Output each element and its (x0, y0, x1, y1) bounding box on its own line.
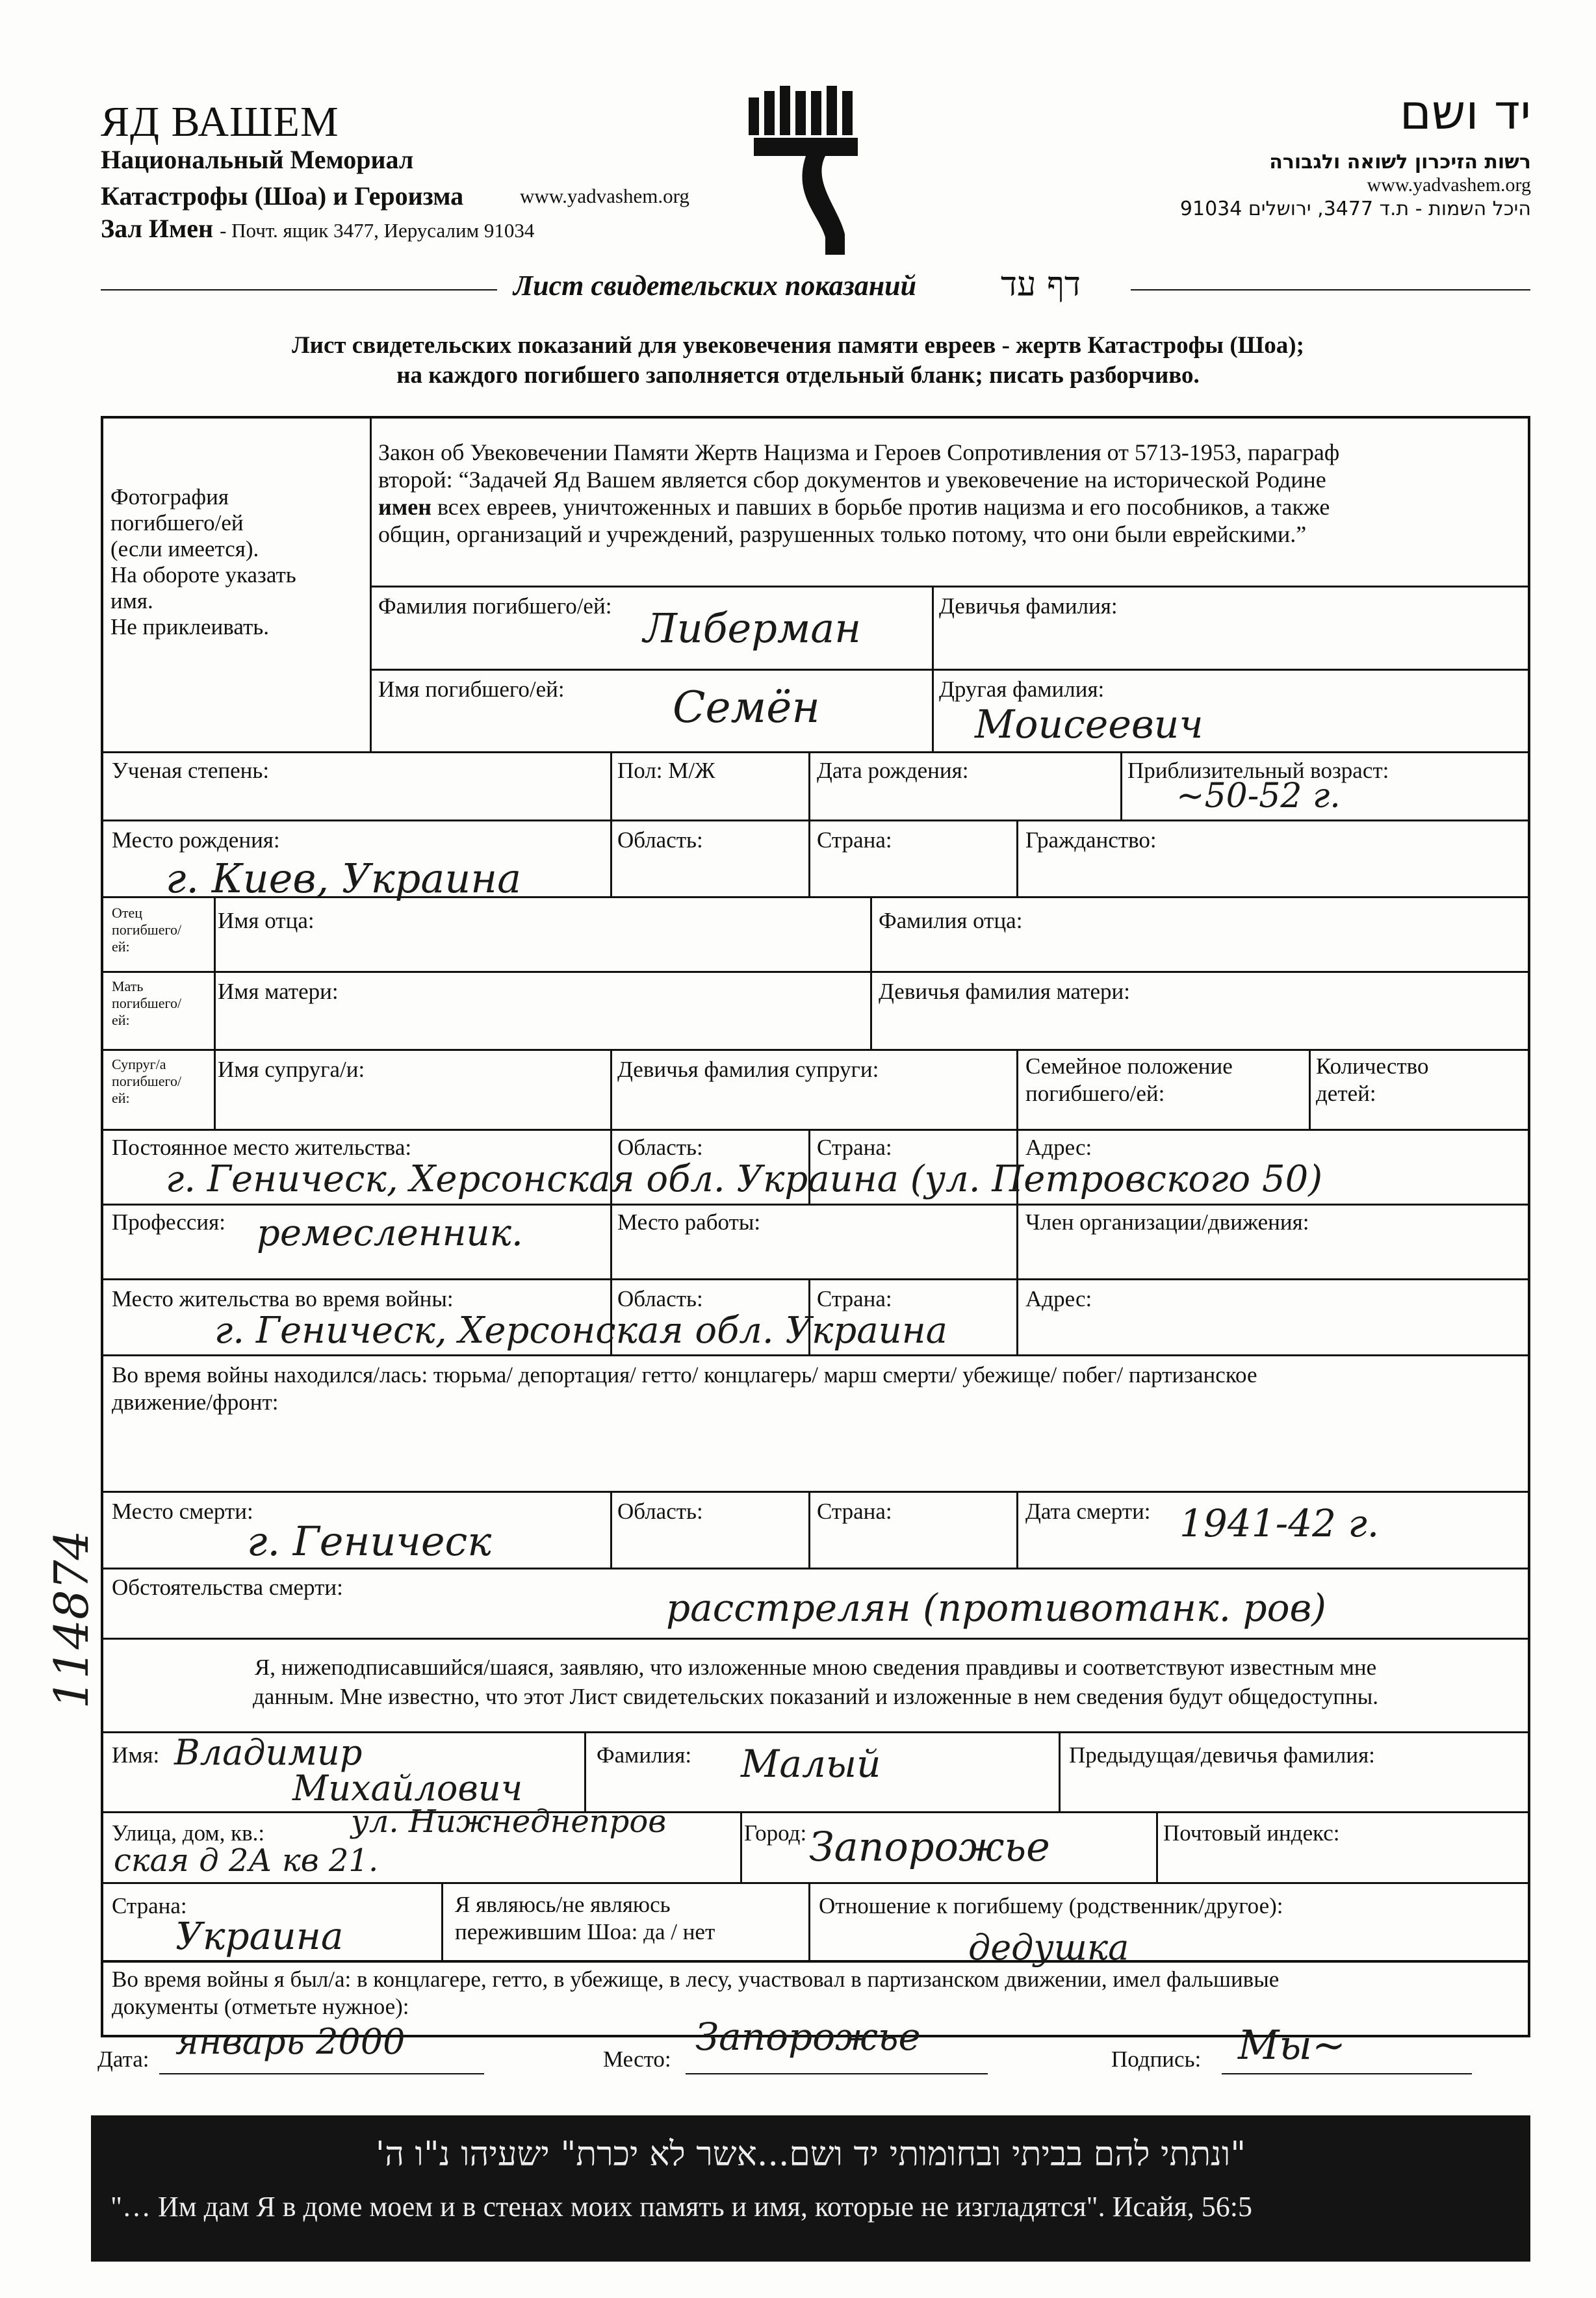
father-surname-label: Фамилия отца: (879, 908, 1023, 933)
death-region-label: Область: (617, 1499, 703, 1524)
surname-label: Фамилия погибшего/ей: (378, 593, 612, 619)
children-2: детей: (1316, 1081, 1376, 1106)
death-country-label: Страна: (817, 1499, 892, 1524)
residence-value[interactable]: г. Геническ, Херсонская обл. Украина (ул. Петровского 50) (166, 1158, 1323, 1200)
death-circ-label: Обстоятельства смерти: (112, 1575, 343, 1600)
maiden-label: Девичья фамилия: (939, 593, 1118, 619)
survivor-label (455, 1891, 715, 1946)
sex-label: Пол: М/Ж (617, 758, 715, 783)
law-line-4: общин, организаций и учреждений, разрушенных только потому, что они были еврейскими.” (378, 521, 1307, 547)
death-circ-value[interactable]: расстрелян (противотанк. ров) (666, 1586, 1326, 1630)
war-residence-label: Место жительства во время войны: (112, 1286, 454, 1311)
photo-line-5: имя. (110, 588, 153, 613)
heb-line-3: היכל השמות - ת.ד 3477, ירושלים 91034 (1179, 198, 1531, 220)
death-place-label: Место смерти: (112, 1499, 253, 1524)
residence-address-label: Адрес: (1025, 1135, 1092, 1160)
footer-russian: "… Им дам Я в доме моем и в стенах моих память и имя, которые не изгладятся". Исайя, 56:5 (110, 2191, 1252, 2223)
death-place-value[interactable]: г. Геническ (247, 1517, 492, 1565)
surname-value[interactable]: Либерман (643, 604, 862, 652)
war-residence-value[interactable]: г. Геническ, Херсонская обл. Украина (214, 1310, 947, 1352)
title-rule-right (1131, 289, 1530, 290)
spouse-side-2: погибшего/ (112, 1073, 182, 1089)
first-name-label: Имя погибшего/ей: (378, 677, 565, 702)
street-label: Улица, дом, кв.: (112, 1820, 265, 1846)
date-value[interactable]: январь 2000 (175, 2021, 405, 2062)
hall-line (101, 213, 534, 244)
birth-place-label: Место рождения: (112, 827, 280, 853)
war-address-label: Адрес: (1025, 1286, 1092, 1311)
street-value-1[interactable]: ул. Нижнеднепров (351, 1803, 667, 1840)
war-status-1: Во время войны находился/лась: тюрьма/ депортация/ гетто/ концлагерь/ марш смерти/ убежище/ побег/ партизанское (112, 1362, 1257, 1388)
survivor-2: пережившим Шоа: да / нет (455, 1919, 715, 1944)
residence-country-label: Страна: (817, 1135, 892, 1160)
family-status-2: погибшего/ей: (1025, 1081, 1165, 1106)
yad-vashem-logo (747, 84, 864, 260)
margin-number: 114874 (44, 1530, 99, 1709)
mother-side-2: погибшего/ (112, 995, 182, 1011)
residence-label: Постоянное место жительства: (112, 1135, 412, 1160)
approx-age-value[interactable]: ~50-52 г. (1176, 777, 1341, 816)
submitter-surname-value[interactable]: Малый (741, 1742, 881, 1786)
law-line-3-rest: всех евреев, уничтоженных и павших в борьбе против нацизма и его пособников, а также (431, 494, 1330, 520)
mother-side-1: Мать (112, 978, 144, 994)
birth-country-label: Страна: (817, 827, 892, 853)
declaration-line-2: данным. Мне известно, что этот Лист свидетельских показаний и изложенные в нем сведения будут общедоступны. (253, 1684, 1378, 1709)
mother-side (112, 978, 181, 1029)
city-value[interactable]: Запорожье (809, 1823, 1050, 1870)
birth-region-label: Область: (617, 827, 703, 853)
street-value-2[interactable]: ская д 2А кв 21. (114, 1842, 379, 1879)
war-country-label: Страна: (817, 1286, 892, 1311)
profession-value[interactable]: ремесленник. (257, 1212, 523, 1254)
title-rule-left (101, 289, 497, 290)
postal-label: Почтовый индекс: (1163, 1820, 1340, 1846)
place-value[interactable]: Запорожье (695, 2015, 921, 2059)
workplace-label: Место работы: (617, 1209, 761, 1235)
father-side-2: погибшего/ (112, 922, 182, 938)
org-website[interactable]: www.yadvashem.org (520, 185, 689, 207)
photo-line-2: погибшего/ей (110, 510, 244, 536)
signature-label: Подпись: (1111, 2046, 1202, 2072)
submitter-war-label (112, 1966, 1279, 2020)
other-surname-label: Другая фамилия: (939, 677, 1105, 702)
photo-line-4: На обороте указать (110, 562, 296, 587)
photo-line-3: (если имеется). (110, 536, 259, 562)
submitter-war-2: документы (отметьте нужное): (112, 1994, 409, 2019)
photo-line-1: Фотография (110, 484, 229, 510)
spouse-side (112, 1056, 181, 1107)
war-region-label: Область: (617, 1286, 703, 1311)
mother-name-label: Имя матери: (218, 979, 339, 1004)
submitter-surname-label: Фамилия: (597, 1742, 692, 1768)
father-side-3: ей: (112, 938, 130, 955)
children-1: Количество (1316, 1053, 1429, 1079)
relation-label: Отношение к погибшему (родственник/другое): (819, 1893, 1283, 1918)
heb-line-1: רשות הזיכרון לשואה ולגבורה (1269, 151, 1531, 174)
law-line-2: второй: “Задачей Яд Вашем является сбор документов и увековечение на исторической Родине (378, 467, 1326, 493)
intro-line-2: на каждого погибшего заполняется отдельный бланк; писать разборчиво. (396, 362, 1200, 389)
spouse-side-1: Супруг/а (112, 1056, 166, 1072)
law-bold-word: имен (378, 494, 431, 520)
footer-banner (91, 2115, 1530, 2262)
place-label: Место: (603, 2046, 671, 2072)
father-side-1: Отец (112, 905, 143, 921)
citizenship-label: Гражданство: (1025, 827, 1157, 853)
footer-hebrew: "ונתתי להם בביתי ובחומותי יד ושם...אשר לא יכרת" ישעיהו נ"ו ה' (375, 2135, 1246, 2174)
submitter-prev-label: Предыдущая/девичья фамилия: (1069, 1742, 1375, 1768)
first-name-value[interactable]: Семён (673, 682, 820, 732)
form-title: Лист свидетельских показаний (513, 270, 917, 302)
father-side (112, 905, 181, 955)
intro-line-1: Лист свидетельских показаний для увековечения памяти евреев - жертв Катастрофы (Шоа); (292, 332, 1304, 359)
law-line-3 (378, 493, 1339, 521)
date-label: Дата: (97, 2046, 149, 2072)
profession-label: Профессия: (112, 1209, 225, 1235)
death-date-label: Дата смерти: (1025, 1499, 1151, 1524)
birth-place-value[interactable]: г. Киев, Украина (166, 855, 522, 902)
other-surname-value[interactable]: Моисеевич (975, 702, 1203, 747)
residence-region-label: Область: (617, 1135, 703, 1160)
death-date-value[interactable]: 1941-42 г. (1179, 1501, 1380, 1545)
submitter-name-label: Имя: (112, 1742, 160, 1768)
declaration-line-1: Я, нижеподписавшийся/шаяся, заявляю, что изложенные мною сведения правдивы и соответствуют известным мне (254, 1655, 1377, 1680)
photo-box (110, 484, 296, 640)
birth-date-label: Дата рождения: (817, 758, 969, 783)
approx-age-label: Приблизительный возраст: (1127, 758, 1389, 783)
family-status-1: Семейное положение (1025, 1053, 1233, 1079)
member-label: Член организации/движения: (1025, 1209, 1309, 1235)
mother-maiden-label: Девичья фамилия матери: (879, 979, 1130, 1004)
heb-name: יד ושם (1399, 84, 1531, 140)
submitter-war-1: Во время войны я был/а: в концлагере, гетто, в убежище, в лесу, участвовал в партизанском движении, имел фальшивые (112, 1967, 1280, 1992)
form-title-hebrew: דף עד (1001, 265, 1081, 304)
org-name: ЯД ВАШЕМ (101, 98, 339, 146)
spouse-maiden-label: Девичья фамилия супруги: (617, 1057, 879, 1082)
org-line-2: Катастрофы (Шоа) и Героизма (101, 181, 464, 211)
family-status-label (1025, 1053, 1233, 1107)
heb-website[interactable]: www.yadvashem.org (1367, 174, 1531, 196)
hall-address: - Почт. ящик 3477, Иерусалим 91034 (220, 219, 535, 242)
war-status-2: движение/фронт: (112, 1389, 279, 1415)
law-line-1: Закон об Увековечении Памяти Жертв Нацизма и Героев Сопротивления от 5713-1953, параграф (378, 439, 1340, 465)
children-label (1316, 1053, 1428, 1107)
father-name-label: Имя отца: (218, 908, 315, 933)
city-label: Город: (744, 1820, 807, 1846)
survivor-1: Я являюсь/не являюсь (455, 1892, 671, 1917)
relation-value[interactable]: дедушка (968, 1927, 1129, 1968)
submitter-name-value-1[interactable]: Владимир (174, 1732, 363, 1773)
place-underline (686, 2073, 988, 2074)
law-text (378, 439, 1339, 548)
signature-value[interactable]: Мы~ (1238, 2021, 1346, 2069)
war-status-label (112, 1362, 1257, 1416)
submitter-name-value-2[interactable]: Михайлович (292, 1768, 523, 1809)
submitter-country-label: Страна: (112, 1893, 187, 1918)
submitter-country-value[interactable]: Украина (175, 1914, 344, 1958)
spouse-name-label: Имя супруга/и: (218, 1057, 365, 1082)
org-line-1: Национальный Мемориал (101, 145, 414, 174)
signature-underline (1222, 2073, 1472, 2074)
photo-line-6: Не приклеивать. (110, 614, 269, 639)
date-underline (159, 2073, 484, 2074)
hall-label: Зал Имен (101, 214, 214, 243)
spouse-side-3: ей: (112, 1090, 130, 1106)
mother-side-3: ей: (112, 1012, 130, 1028)
degree-label: Ученая степень: (112, 758, 270, 783)
